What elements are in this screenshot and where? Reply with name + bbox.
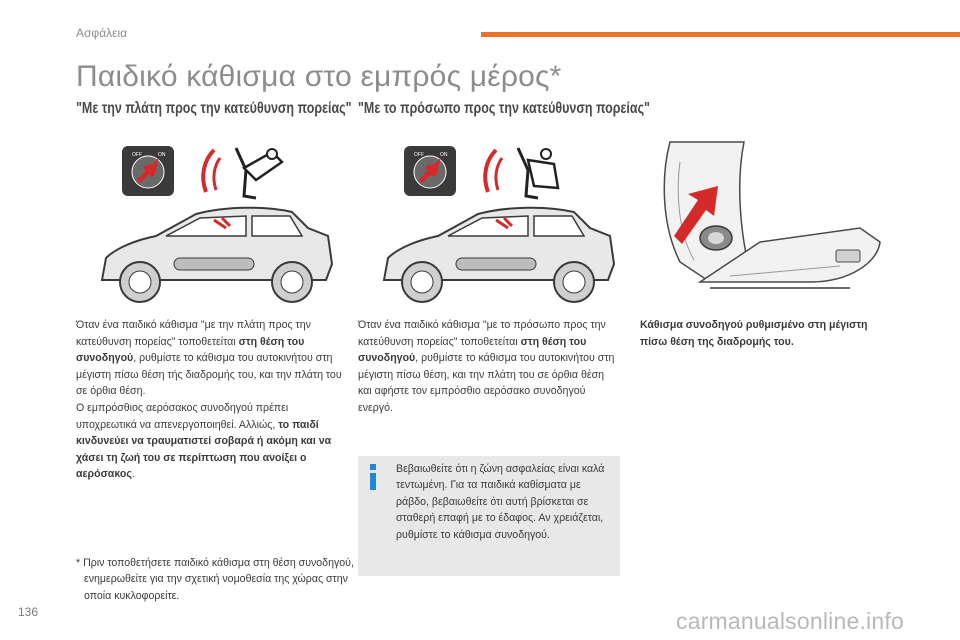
section-label: Ασφάλεια [76, 26, 128, 40]
page-title: Παιδικό κάθισμα στο εμπρός μέρος* [76, 60, 562, 93]
subtitle-forward-facing: "Με το πρόσωπο προς την κατεύθυνση πορείας" [358, 100, 650, 117]
page-number: 136 [18, 605, 39, 619]
child-seat-forward-facing-icon [485, 148, 558, 198]
airbag-switch-icon [122, 146, 174, 196]
rear-facing-text: Όταν ένα παιδικό κάθισμα "με την πλάτη προς την κατεύθυνση πορείας" τοποθετείται στη θέση του συνοδηγού, ρυθμίστε το κάθισμα του αυτοκινήτου στη μέγιστη πίσω θέση τής διαδρομής του, και την πλάτη του σε όρθια θέση. Ο εμπρόσθιος αερόσακος συνοδηγού πρέπει υποχρεωτικά να απενεργοποιηθεί. Αλλιώς, το παιδί κινδυνεύει να τραυματιστεί σοβαρά ή ακόμη και να χάσει τη ζωή του σε περίπτωση που ανοίξει ο αερόσακος. [76, 319, 342, 481]
seat-rearward-illustration [640, 132, 890, 308]
child-seat-rear-facing-icon [203, 148, 282, 198]
airbag-on-label: ON [158, 152, 166, 158]
info-box [358, 456, 620, 576]
forward-facing-illustration [378, 140, 628, 310]
footnote: * Πριν τοποθετήσετε παιδικό κάθισμα στη θέση συνοδηγού, ενημερωθείτε για την σχετική νομοθεσία της χώρας στην οποία κυκλοφορείτε. [76, 557, 354, 602]
car-illustration [102, 208, 332, 302]
subtitle-rear-facing: "Με την πλάτη προς την κατεύθυνση πορείας" [76, 100, 352, 117]
airbag-off-label: OFF [132, 152, 142, 158]
info-text: Βεβαιωθείτε ότι η ζώνη ασφαλείας είναι καλά τεντωμένη. Για τα παιδικά καθίσματα με ράβδο, βεβαιωθείτε ότι αυτή βρίσκεται σε σταθερή επαφή με το έδαφος. Αν χρειάζεται, ρυθμίστε το κάθισμα συνοδηγού. [396, 463, 605, 541]
rear-facing-illustration [96, 140, 346, 310]
airbag-off-label: OFF [414, 152, 424, 158]
watermark: carmanualsonline.info [676, 608, 904, 634]
forward-facing-text: Όταν ένα παιδικό κάθισμα "με το πρόσωπο προς την κατεύθυνση πορείας" τοποθετείται στη θέση του συνοδηγού, ρυθμίστε το κάθισμα του αυτοκινήτου στη μέγιστη πίσω θέση, και την πλάτη του σε όρθια θέση και αφήστε τον εμπρόσθιο αερόσακο συνοδηγού ενεργό. [358, 319, 615, 414]
car-illustration [384, 208, 614, 302]
airbag-on-label: ON [440, 152, 448, 158]
seat-caption: Κάθισμα συνοδηγού ρυθμισμένο στη μέγιστη πίσω θέση της διαδρομής του. [640, 319, 868, 348]
header-accent-bar [481, 32, 960, 37]
info-icon [368, 464, 378, 490]
airbag-switch-icon [404, 146, 456, 196]
